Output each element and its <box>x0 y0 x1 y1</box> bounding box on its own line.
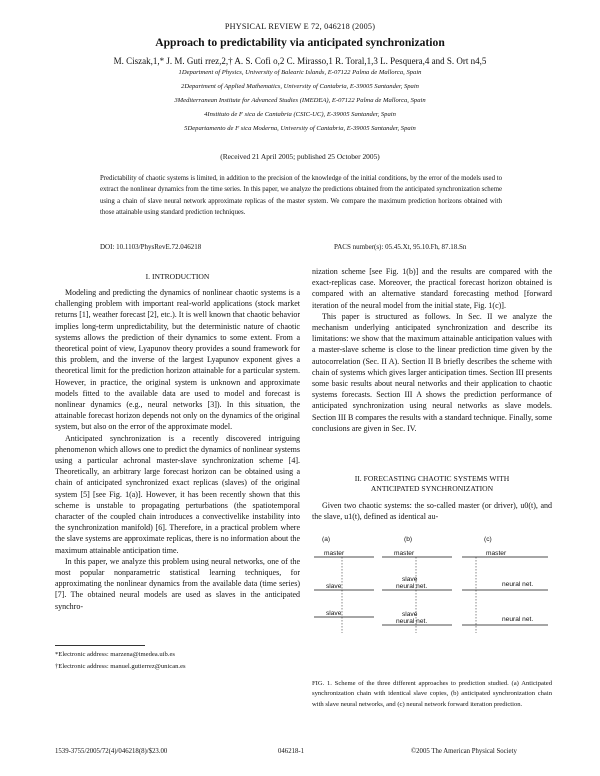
footer-issn: 1539-3755/2005/72(4)/046218(8)/$23.00 <box>55 748 168 755</box>
master-label: master <box>394 550 415 557</box>
abstract: Predictability of chaotic systems is limited, in addition to the precision of the knowledge of the initial conditions, by the error of the models used to extract the nonlinear dynamics from the time series. In this paper, we analyze the predictions obtained from the anticipated synchronization scheme using a chain of slave neural network approximate replicas of the master system. We compare the maximum prediction horizons obtained with those attainable using standard prediction techniques. <box>100 175 502 217</box>
journal-header: PHYSICAL REVIEW E 72, 046218 (2005) <box>224 22 376 31</box>
affiliation-3: 3Mediterranean Institute for Advanced Studies (IMEDEA), E-07122 Palma de Mallorca, Spain <box>174 97 426 104</box>
section2-paragraph: Given two chaotic systems: the so-called master (or driver), u0(t), and the slave, u1(t), defined as identical au- <box>312 501 552 522</box>
intro-paragraph: Anticipated synchronization is a recently discovered intriguing phenomenon which allows one to predict the dynamics of nonlinear systems using a particular achronal master-slave synchronization scheme [4]. Theoretically, an arbitrary large forecast horizon can be obtained using a chain of anticipated synchronized exact replicas (slaves) of the original system [5] [see Fig. 1(a)]. However, it has been recently shown that this scheme is unstable to propagating perturbations (the spatiotemporal character of the coupled chain introduces a convectivelike instability into the synchronization manifold) [6]. Therefore, in a practical problem where the slave systems are approximate replicas, there is no information about the maximum attainable anticipation time. <box>55 433 300 555</box>
pacs-numbers: PACS number(s): 05.45.Xt, 95.10.Fh, 87.18.Sn <box>334 243 467 251</box>
doi-link[interactable]: DOI: 10.1103/PhysRevE.72.046218 <box>100 243 202 251</box>
slave-label: slave <box>326 610 342 617</box>
section-heading-line: ANTICIPATED SYNCHRONIZATION <box>370 484 494 493</box>
intro-paragraph: In this paper, we analyze this problem using neural networks, one of the most popular nonparametric statistical learning techniques, for approximating the nonlinear dynamics from the available data (time series) [7]. The obtained neural models are used as slaves in the anticipated synchro- <box>55 556 300 611</box>
affiliation-2: 2Department of Applied Mathematics, University of Cantabria, E-39005 Santander, Spain <box>181 83 419 90</box>
slave-label: slave <box>402 576 418 583</box>
received-date: (Received 21 April 2005; published 25 October 2005) <box>220 152 380 161</box>
intro-continued-paragraph: This paper is structured as follows. In Sec. II we analyze the mechanism underlying anticipated synchronization and describe its limitations: we show that the maximum attainable anticipation values with a master-slave scheme is close to the linear prediction time given by the autocorrelation (Sec. II A). Section II B briefly describes the scheme with chain of systems which gives larger anticipation times. Section III presents some basic results about neural networks and their application to chaotic systems forecasts. Section III A shows the prediction performance of anticipated synchronization using neural networks as slave models. Section III B compares the results with a standard technique. Finally, some conclusions are given in Sec. IV. <box>312 311 552 433</box>
footnote-divider <box>55 645 145 646</box>
paper-title: Approach to predictability via anticipated synchronization <box>155 36 445 49</box>
slave-label: slave <box>402 611 418 618</box>
neural-net-label: neural net. <box>396 583 428 590</box>
section-heading-introduction: I. INTRODUCTION <box>145 272 210 281</box>
neural-net-label: neural net. <box>396 618 428 625</box>
footnote-email: *Electronic address: marzena@imedea.uib.es <box>55 651 175 658</box>
panel-label-c: (c) <box>484 536 492 543</box>
intro-continued-paragraph: nization scheme [see Fig. 1(b)] and the results are compared with the exact-replicas case. Moreover, the practical forecast horizon obtained is compared with an alternative standard forecasting method [forward iteration of the neural model from the initial state, Fig. 1(c)]. <box>312 267 552 310</box>
footnote-email: †Electronic address: manuel.gutierrez@unican.es <box>55 663 186 670</box>
master-label: master <box>324 550 345 557</box>
affiliation-1: 1Department of Physics, University of Balearic Islands, E-07122 Palma de Mallorca, Spain <box>178 69 422 76</box>
author-list: M. Ciszak,1,* J. M. Guti rrez,2,† A. S. Cofi o,2 C. Mirasso,1 R. Toral,1,3 L. Pesquera,4 and S. Ort n4,5 <box>113 56 487 66</box>
slave-label: slave <box>326 583 342 590</box>
affiliation-5: 5Departamento de F sica Moderna, University of Cantabria, E-39005 Santander, Spain <box>184 125 416 132</box>
right-column <box>312 266 552 434</box>
section2-text <box>312 500 552 522</box>
left-column <box>55 287 300 612</box>
panel-label-b: (b) <box>404 536 413 543</box>
panel-label-a: (a) <box>322 536 331 543</box>
affiliation-4: 4Instituto de F sica de Cantabria (CSIC-UC), E-39005 Santander, Spain <box>204 111 396 118</box>
neural-net-label: neural net. <box>502 581 534 588</box>
footer-copyright: ©2005 The American Physical Society <box>411 748 517 755</box>
neural-net-label: neural net. <box>502 616 534 623</box>
figure-1-scheme <box>312 533 552 641</box>
section-heading-line: II. FORECASTING CHAOTIC SYSTEMS WITH <box>354 474 510 483</box>
section-heading-forecasting <box>312 474 552 494</box>
intro-paragraph: Modeling and predicting the dynamics of nonlinear chaotic systems is a challenging problem with important real-world applications (stock market returns [1], weather forecast [2], etc.). It is well known that chaotic behavior implies long-term unpredictability, but the deterministic nature of chaotic systems allows the prediction of their dynamics to some extent. From a theoretical point of view, Lyapunov theory provides a sound framework for this problem, and the inverse of the largest Lyapunov exponent gives a theoretical limit for the prediction horizon attainable for a particular system. However, in practice, the original system is unknown and approximate models fitted to the available data are used to model and forecast is nonlinear dynamics (e.g., neural networks [3]). In this situation, the attainable forecast horizon depends not only on the dynamics of the original system, but also on the error of the approximate model. <box>55 288 300 432</box>
figure-caption: FIG. 1. Scheme of the three different approaches to prediction studied. (a) Anticipated synchronization chain with identical slave copies, (b) anticipated synchronization chain with slave neural networks, and (c) neural network forward iteration prediction. <box>312 680 552 708</box>
master-label: master <box>486 550 507 557</box>
footer-page-number: 046218-1 <box>278 748 305 755</box>
